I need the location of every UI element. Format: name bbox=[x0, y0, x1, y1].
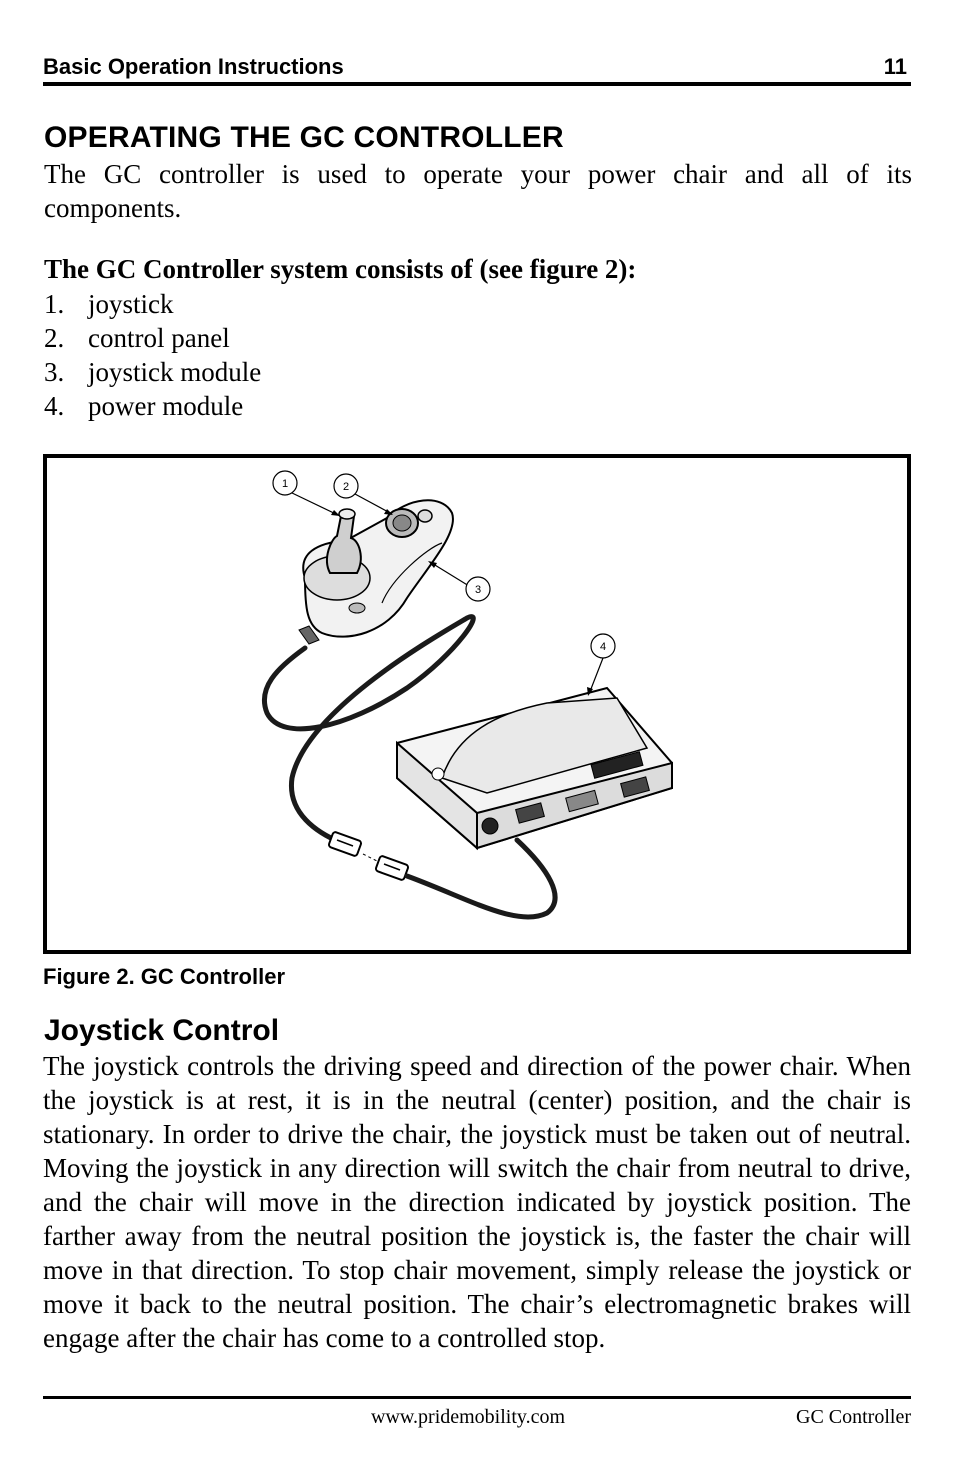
component-list bbox=[44, 287, 261, 423]
footer-divider bbox=[43, 1396, 911, 1399]
figure-gc-controller bbox=[43, 454, 911, 954]
list-item-label: joystick bbox=[88, 289, 174, 319]
joystick bbox=[327, 509, 361, 573]
list-item-label: power module bbox=[88, 391, 244, 421]
list-item-number: 2. bbox=[44, 323, 65, 353]
power-cable bbox=[407, 840, 555, 917]
svg-text:3: 3 bbox=[474, 584, 482, 596]
svg-text:2: 2 bbox=[342, 481, 350, 493]
header-section-title: Basic Operation Instructions bbox=[43, 54, 344, 79]
callout-2 bbox=[334, 474, 358, 498]
footer-url: www.pridemobility.com bbox=[371, 1406, 566, 1428]
list-item-label: joystick module bbox=[88, 357, 262, 387]
component-list-title: The GC Controller system consists of (see figure 2): bbox=[44, 254, 637, 284]
joystick-control-paragraph: The joystick controls the driving speed and direction of the power chair. When the joystick is at rest, it is in the neutral (center) position, and the chair is stationary. In order to drive the chair, the joystick must be taken out of neutral. Moving the joystick in any direction will switch the chair from neutral to drive, and the chair will move in the direction indicated by joystick position. The farther away from the neutral position the joystick is, the faster the chair will move in that direction. To stop chair movement, simply release the joystick or move it back to the neutral position. The chair’s electromagnetic brakes will engage after the chair has come to a controlled stop. bbox=[43, 1051, 911, 1353]
cable-connector-left bbox=[328, 831, 362, 856]
header-page-number: 11 bbox=[883, 54, 907, 79]
list-item-number: 3. bbox=[44, 357, 65, 387]
footer-product-name: GC Controller bbox=[796, 1406, 911, 1428]
joystick-control-heading: Joystick Control bbox=[44, 1014, 280, 1047]
list-item bbox=[44, 389, 261, 423]
list-item bbox=[44, 287, 261, 321]
list-item-number: 1. bbox=[44, 289, 65, 319]
callout-3 bbox=[466, 577, 490, 601]
joystick-module bbox=[299, 500, 453, 644]
page-header bbox=[43, 52, 911, 86]
figure-caption: Figure 2. GC Controller bbox=[43, 964, 286, 989]
svg-text:4: 4 bbox=[599, 641, 607, 653]
list-item-label: control panel bbox=[88, 323, 230, 353]
callout-1 bbox=[273, 471, 297, 495]
cable-connector-right bbox=[375, 855, 409, 880]
callout-4 bbox=[591, 634, 615, 658]
intro-paragraph: The GC controller is used to operate your power chair and all of its components. bbox=[44, 159, 912, 223]
power-module bbox=[397, 688, 672, 848]
callout-leader-3 bbox=[430, 562, 469, 586]
list-item bbox=[44, 355, 261, 389]
gc-controller-illustration bbox=[47, 458, 907, 950]
list-item bbox=[44, 321, 261, 355]
section-heading: OPERATING THE GC CONTROLLER bbox=[44, 121, 564, 154]
svg-text:1: 1 bbox=[281, 478, 289, 490]
callout-leader-1 bbox=[290, 492, 340, 516]
list-item-number: 4. bbox=[44, 391, 65, 421]
